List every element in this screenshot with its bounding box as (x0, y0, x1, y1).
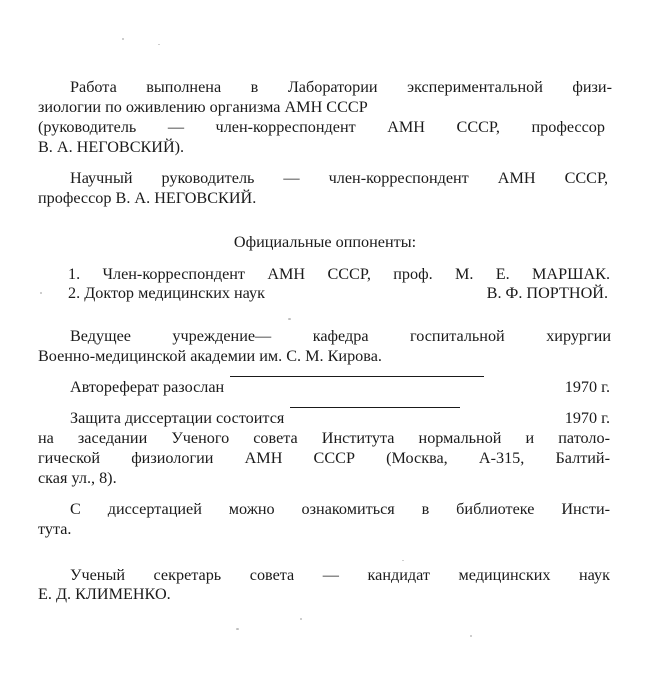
p1-line-3: (руководитель — член-корреспондент АМН СССР, профессор (38, 118, 605, 136)
abstract-sent-line (70, 378, 610, 398)
defense-line (70, 409, 610, 429)
defense-year: 1970 г. (564, 409, 610, 427)
print-speck (158, 44, 160, 45)
print-speck (470, 635, 472, 637)
opponent-2-name: В. Ф. ПОРТНОЙ. (486, 284, 608, 302)
abstract-sent-year: 1970 г. (564, 378, 610, 396)
abstract-sent-label: Автореферат разослан (70, 378, 225, 396)
print-speck (122, 38, 124, 40)
p7-line-1: Ученый секретарь совета — кандидат медицинских наук (70, 566, 610, 584)
p5-line-2: на заседании Ученого совета Института нормальной и патоло- (38, 429, 610, 447)
p1-line-4: В. А. НЕГОВСКИЙ). (38, 138, 185, 156)
p3-line-2: Военно-медицинской академии им. С. М. Кирова. (38, 347, 382, 365)
print-speck (402, 560, 404, 561)
p2-line-2: профессор В. А. НЕГОВСКИЙ. (38, 189, 257, 207)
p5-line-3: гической физиологии АМН СССР (Москва, А-315, Балтий- (38, 449, 610, 467)
print-speck (300, 618, 302, 620)
print-speck (288, 318, 291, 320)
print-speck (236, 628, 239, 630)
p6-line-2: тута. (38, 520, 72, 538)
p7-line-2: Е. Д. КЛИМЕНКО. (38, 585, 171, 603)
p1-line-2: зиологии по оживлению организма АМН СССР (38, 98, 368, 116)
defense-date-blank (290, 406, 460, 408)
p2-line-1: Научный руководитель — член-корреспондент АМН СССР, (70, 169, 608, 187)
p5-line-4: ская ул., 8). (38, 469, 117, 487)
p6-line-1: С диссертацией можно ознакомиться в библиотеке Инсти- (70, 500, 610, 518)
p1-line-1: Работа выполнена в Лаборатории экспериментальной физи- (70, 78, 612, 96)
print-speck (40, 292, 42, 294)
defense-label: Защита диссертации состоится (70, 409, 285, 427)
abstract-sent-date-blank (230, 375, 484, 377)
opponent-item-2 (68, 284, 608, 304)
opponent-item-1: 1. Член-корреспондент АМН СССР, проф. М. Е. МАРШАК. (68, 265, 610, 283)
opponent-2-title: 2. Доктор медицинских наук (68, 284, 266, 302)
opponents-heading: Официальные оппоненты: (233, 233, 417, 251)
p3-line-1: Ведущее учреждение— кафедра госпитальной хирургии (70, 327, 611, 345)
